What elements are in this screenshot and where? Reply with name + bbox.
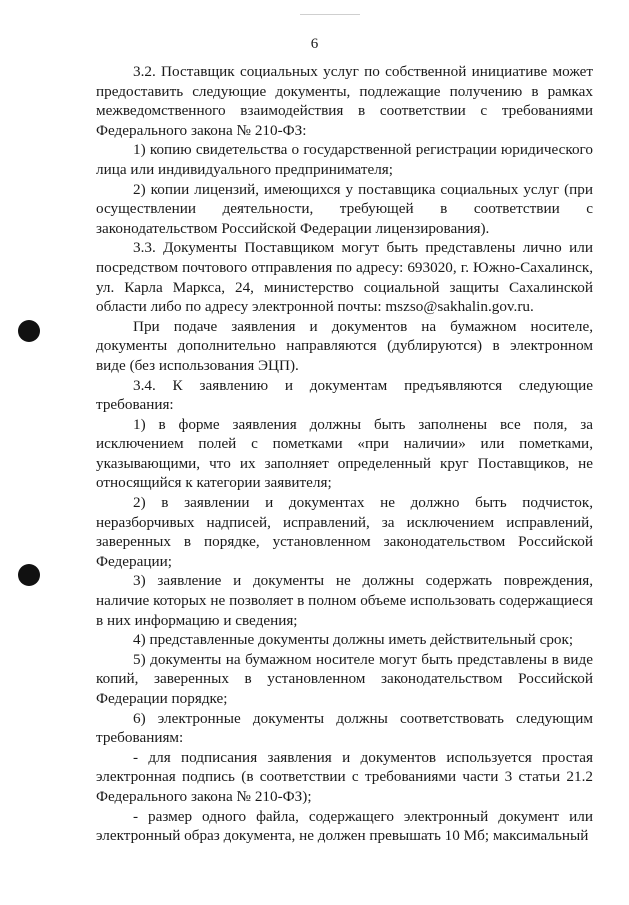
paragraph-3-4-item-6: 6) электронные документы должны соответствовать следующим требованиям: bbox=[96, 709, 593, 747]
paragraph-3-2: 3.2. Поставщик социальных услуг по собственной инициативе может предоставить следующие документы, подлежащие получению в рамках межведомственного взаимодействия в соответствии с требованиями Федерального закона № 210-ФЗ: bbox=[96, 63, 593, 139]
document-body bbox=[96, 62, 593, 846]
paragraph-3-2-item-2: 2) копии лицензий, имеющихся у поставщика социальных услуг (при осуществлении деятельности, требующей в соответствии с законодательством Российской Федерации лицензирования). bbox=[96, 180, 593, 237]
paragraph-dash-signature: - для подписания заявления и документов используется простая электронная подпись (в соответствии с требованиями части 3 статьи 21.2 Федерального закона № 210-ФЗ); bbox=[96, 748, 593, 805]
paragraph-dash-file-size: - размер одного файла, содержащего электронный документ или электронный образ документа, не должен превышать 10 Мб; максимальный bbox=[96, 807, 593, 845]
scan-artifact-line bbox=[300, 14, 360, 15]
paragraph-3-4-item-3: 3) заявление и документы не должны содержать повреждения, наличие которых не позволяет в полном объеме использовать содержащиеся в них информацию и сведения; bbox=[96, 572, 593, 629]
paragraph-3-3: 3.3. Документы Поставщиком могут быть представлены лично или посредством почтового отправления по адресу: 693020, г. Южно-Сахалинск, ул. Карла Маркса, 24, министерство социальной защиты Сахалинской области либо по адресу электронной почты: mszso@sakhalin.gov.ru. bbox=[96, 239, 593, 316]
paragraph-3-4: 3.4. К заявлению и документам предъявляются следующие требования: bbox=[96, 376, 593, 414]
binder-hole-bottom bbox=[18, 564, 40, 586]
paragraph-3-4-item-5: 5) документы на бумажном носителе могут быть представлены в виде копий, заверенных в установленном законодательством Российской Федерации порядке; bbox=[96, 650, 593, 707]
paragraph-3-4-item-4: 4) представленные документы должны иметь действительный срок; bbox=[133, 631, 574, 649]
paragraph-3-4-item-1: 1) в форме заявления должны быть заполнены все поля, за исключением полей с пометками «при наличии» или пометками, указывающими, что их заполняет определенный круг Поставщиков, не относящийся к категории заявителя; bbox=[96, 415, 593, 492]
paragraph-3-2-item-1: 1) копию свидетельства о государственной регистрации юридического лица или индивидуального предпринимателя; bbox=[96, 141, 593, 178]
page-number: 6 bbox=[310, 36, 319, 52]
paragraph-paper-submission: При подаче заявления и документов на бумажном носителе, документы дополнительно направляются (дублируются) в электронном виде (без использования ЭЦП). bbox=[96, 317, 593, 374]
binder-hole-top bbox=[18, 320, 40, 342]
paragraph-3-4-item-2: 2) в заявлении и документах не должно быть подчисток, неразборчивых надписей, исправлений, за исключением исправлений, заверенных в порядке, установленном законодательством Российской Федерации; bbox=[96, 494, 593, 570]
